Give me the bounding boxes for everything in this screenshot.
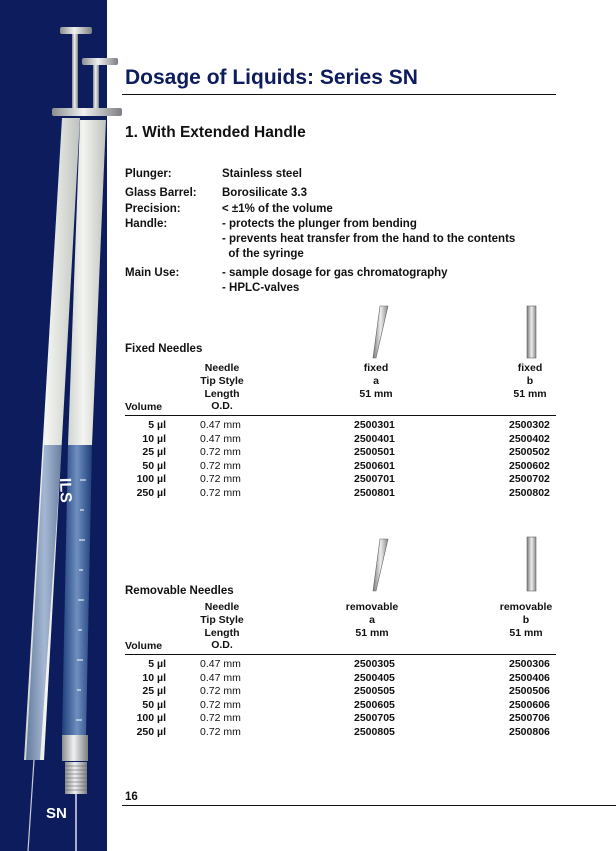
header-line: O.D.	[211, 639, 233, 652]
title-divider	[122, 94, 556, 95]
table-row	[0, 487, 616, 500]
spec-value: Borosilicate 3.3	[222, 187, 308, 199]
page-title: Dosage of Liquids: Series SN	[125, 66, 418, 89]
removable-col-b-header	[490, 601, 562, 639]
table-row	[0, 699, 616, 712]
header-line: fixed	[363, 362, 389, 374]
part-number-a: 2500805	[354, 725, 395, 738]
spec-label: Precision:	[125, 203, 181, 215]
od-cell: 0.47 mm	[200, 658, 241, 670]
volume-cell: 10 µl	[142, 671, 166, 684]
part-number-b: 2500406	[509, 671, 550, 684]
header-line: Tip Style	[200, 613, 244, 626]
header-line: Tip Style	[200, 374, 244, 387]
header-line: 51 mm	[355, 626, 389, 639]
spec-value: - protects the plunger from bending	[222, 218, 417, 230]
fixed-needle-header	[186, 362, 258, 413]
removable-table-divider	[125, 654, 556, 655]
header-line: a	[373, 374, 379, 387]
spec-value: Stainless steel	[222, 168, 302, 180]
od-cell: 0.47 mm	[200, 432, 241, 445]
page-number: 16	[125, 791, 138, 803]
od-cell: 0.72 mm	[200, 698, 241, 711]
part-number-a: 2500405	[354, 671, 395, 684]
volume-cell: 50 µl	[142, 459, 166, 472]
header-line: removable	[345, 601, 399, 613]
part-number-a: 2500601	[354, 459, 395, 472]
part-number-b: 2500702	[509, 473, 550, 485]
spec-value: of the syringe	[222, 248, 304, 260]
volume-cell: 25 µl	[142, 446, 166, 458]
header-line: Length	[204, 626, 240, 639]
od-cell: 0.72 mm	[200, 473, 241, 485]
needle-tip-a-icon	[366, 537, 390, 593]
volume-cell: 25 µl	[142, 685, 166, 697]
needle-tip-b-icon	[524, 304, 540, 360]
part-number-b: 2500402	[509, 432, 550, 445]
spec-value: - prevents heat transfer from the hand to the contents	[222, 233, 516, 245]
removable-col-a-header	[336, 601, 408, 639]
part-number-b: 2500306	[509, 658, 550, 670]
table-row	[0, 473, 616, 486]
spec-value: - HPLC-valves	[222, 282, 300, 294]
part-number-a: 2500305	[354, 658, 395, 670]
part-number-b: 2500506	[509, 685, 550, 697]
spec-value: < ±1% of the volume	[222, 203, 333, 215]
volume-cell: 5 µl	[148, 658, 166, 670]
header-line: b	[526, 374, 534, 387]
part-number-a: 2500501	[354, 446, 395, 458]
table-row	[0, 433, 616, 446]
table-row	[0, 446, 616, 459]
part-number-b: 2500706	[509, 712, 550, 724]
part-number-a: 2500301	[354, 419, 395, 431]
part-number-a: 2500505	[354, 685, 395, 697]
table-row	[0, 419, 616, 432]
part-number-a: 2500801	[354, 486, 395, 499]
volume-cell: 5 µl	[148, 419, 166, 431]
needle-tip-a-icon	[366, 304, 390, 360]
fixed-needles-title: Fixed Needles	[125, 343, 203, 355]
part-number-b: 2500302	[509, 419, 550, 431]
removable-needles-title: Removable Needles	[125, 585, 234, 597]
part-number-b: 2500606	[509, 698, 550, 711]
header-line: O.D.	[211, 400, 233, 413]
spec-label: Handle:	[125, 218, 168, 230]
volume-cell: 50 µl	[142, 698, 166, 711]
header-line: 51 mm	[359, 387, 393, 400]
header-line: 51 mm	[513, 387, 547, 400]
header-line: 51 mm	[509, 626, 543, 639]
section-subtitle: 1. With Extended Handle	[125, 124, 306, 141]
od-cell: 0.47 mm	[200, 671, 241, 684]
volume-cell: 10 µl	[142, 432, 166, 445]
part-number-b: 2500802	[509, 486, 550, 499]
part-number-a: 2500401	[354, 432, 395, 445]
syringe-marking: ILS	[56, 477, 74, 504]
header-line: b	[522, 613, 530, 626]
table-row	[0, 685, 616, 698]
part-number-b: 2500602	[509, 459, 550, 472]
part-number-b: 2500502	[509, 446, 550, 458]
table-row	[0, 658, 616, 671]
od-cell: 0.72 mm	[200, 486, 241, 499]
series-tag: SN	[46, 805, 67, 822]
fixed-col-b-header	[494, 362, 566, 400]
needle-tip-b-icon	[524, 535, 540, 593]
fixed-table-divider	[125, 415, 556, 416]
spec-label: Main Use:	[125, 267, 180, 279]
table-row	[0, 672, 616, 685]
od-cell: 0.72 mm	[200, 712, 241, 724]
fixed-col-a-header	[340, 362, 412, 400]
od-cell: 0.72 mm	[200, 685, 241, 697]
part-number-a: 2500705	[354, 712, 395, 724]
header-line: a	[369, 613, 375, 626]
spec-label: Glass Barrel:	[125, 187, 197, 199]
od-cell: 0.72 mm	[200, 725, 241, 738]
table-row	[0, 460, 616, 473]
volume-cell: 100 µl	[136, 473, 166, 485]
removable-needle-header	[186, 601, 258, 652]
volume-cell: 100 µl	[136, 712, 166, 724]
fixed-volume-header: Volume	[125, 401, 163, 413]
spec-value: - sample dosage for gas chromatography	[222, 267, 448, 279]
od-cell: 0.72 mm	[200, 459, 241, 472]
removable-volume-header: Volume	[125, 640, 163, 652]
volume-cell: 250 µl	[136, 725, 166, 738]
header-line: Length	[204, 387, 240, 400]
part-number-a: 2500605	[354, 698, 395, 711]
header-line: removable	[499, 601, 553, 613]
header-line: Needle	[204, 601, 240, 613]
volume-cell: 250 µl	[136, 486, 166, 499]
part-number-a: 2500701	[354, 473, 395, 485]
table-row	[0, 712, 616, 725]
table-row	[0, 726, 616, 739]
part-number-b: 2500806	[509, 725, 550, 738]
header-line: Needle	[204, 362, 240, 374]
header-line: fixed	[517, 362, 543, 374]
footer-divider	[122, 805, 616, 806]
od-cell: 0.72 mm	[200, 446, 241, 458]
od-cell: 0.47 mm	[200, 419, 241, 431]
spec-label: Plunger:	[125, 168, 172, 180]
